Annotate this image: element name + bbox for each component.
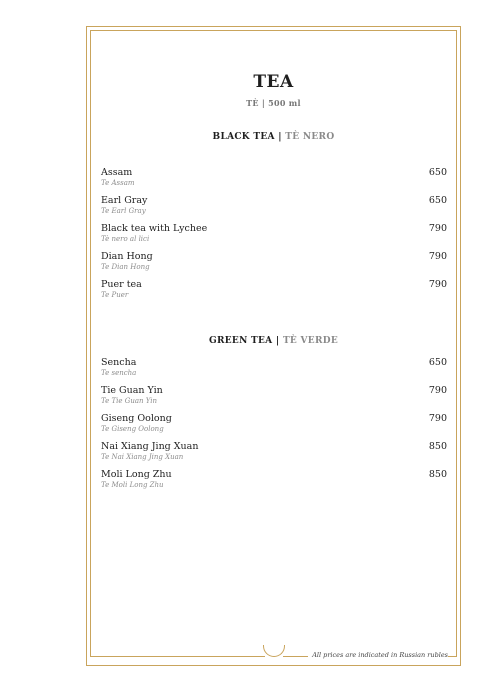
menu-item (101, 195, 447, 221)
section-separator: | (278, 132, 282, 142)
menu-item-italian: Te sencha (101, 369, 137, 377)
menu-item-name: Nai Xiang Jing Xuan (101, 441, 199, 452)
menu-item-name: Moli Long Zhu (101, 469, 172, 480)
menu-item (101, 469, 447, 495)
menu-item-italian: Tè nero al lici (101, 235, 150, 243)
page-subtitle: TÈ | 500 ml (246, 98, 301, 108)
section-heading-italian: TÈ VERDE (282, 336, 339, 346)
section-separator: | (275, 336, 280, 346)
menu-item (101, 385, 447, 411)
menu-item (101, 167, 447, 193)
menu-item-italian: Te Moli Long Zhu (101, 481, 164, 489)
menu-item-name: Assam (101, 167, 133, 178)
menu-item-name: Gisеng Oolong (101, 413, 172, 424)
menu-item-price: 790 (428, 279, 447, 290)
menu-item-name: Dian Hong (101, 251, 153, 262)
menu-item-price: 790 (428, 223, 447, 234)
section-heading-label: BLACK TEA (212, 132, 275, 142)
menu-item-italian: Te Assam (101, 179, 135, 187)
menu-item (101, 441, 447, 467)
section-heading-label: GREEN TEA (208, 336, 273, 346)
menu-item-italian: Te Nai Xiang Jing Xuan (101, 453, 184, 461)
bottom-rule-left (90, 656, 265, 657)
menu-item-price: 790 (428, 413, 447, 424)
menu-item (101, 357, 447, 383)
menu-item-italian: Te Puer (101, 291, 129, 299)
price-footnote: All prices are indicated in Russian rubles (308, 651, 448, 659)
menu-item-name: Puer tea (101, 279, 142, 290)
page-title: TEA (253, 72, 294, 92)
menu-item (101, 279, 447, 305)
menu-item-italian: Te Dian Hong (101, 263, 150, 271)
menu-item-name: Black tea with Lychee (101, 223, 208, 234)
menu-item-italian: Te Giseng Oolong (101, 425, 164, 433)
menu-item-price: 790 (428, 385, 447, 396)
menu-item-price: 850 (428, 469, 447, 480)
menu-item-price: 650 (428, 167, 447, 178)
menu-item-name: Tie Guan Yin (101, 385, 163, 396)
menu-item-price: 850 (428, 441, 447, 452)
section-heading-italian: TÈ NERO (285, 132, 335, 142)
section-heading-green-tea (90, 336, 457, 346)
menu-item-italian: Te Earl Gray (101, 207, 146, 215)
menu-item-price: 650 (428, 195, 447, 206)
menu-item (101, 413, 447, 439)
menu-item-italian: Te Tie Guan Yin (101, 397, 158, 405)
menu-item (101, 251, 447, 277)
menu-item-price: 790 (428, 251, 447, 262)
menu-item (101, 223, 447, 249)
menu-item-name: Sencha (101, 357, 137, 368)
menu-item-price: 650 (428, 357, 447, 368)
section-heading-black-tea (90, 132, 457, 142)
menu-item-name: Earl Gray (101, 195, 148, 206)
